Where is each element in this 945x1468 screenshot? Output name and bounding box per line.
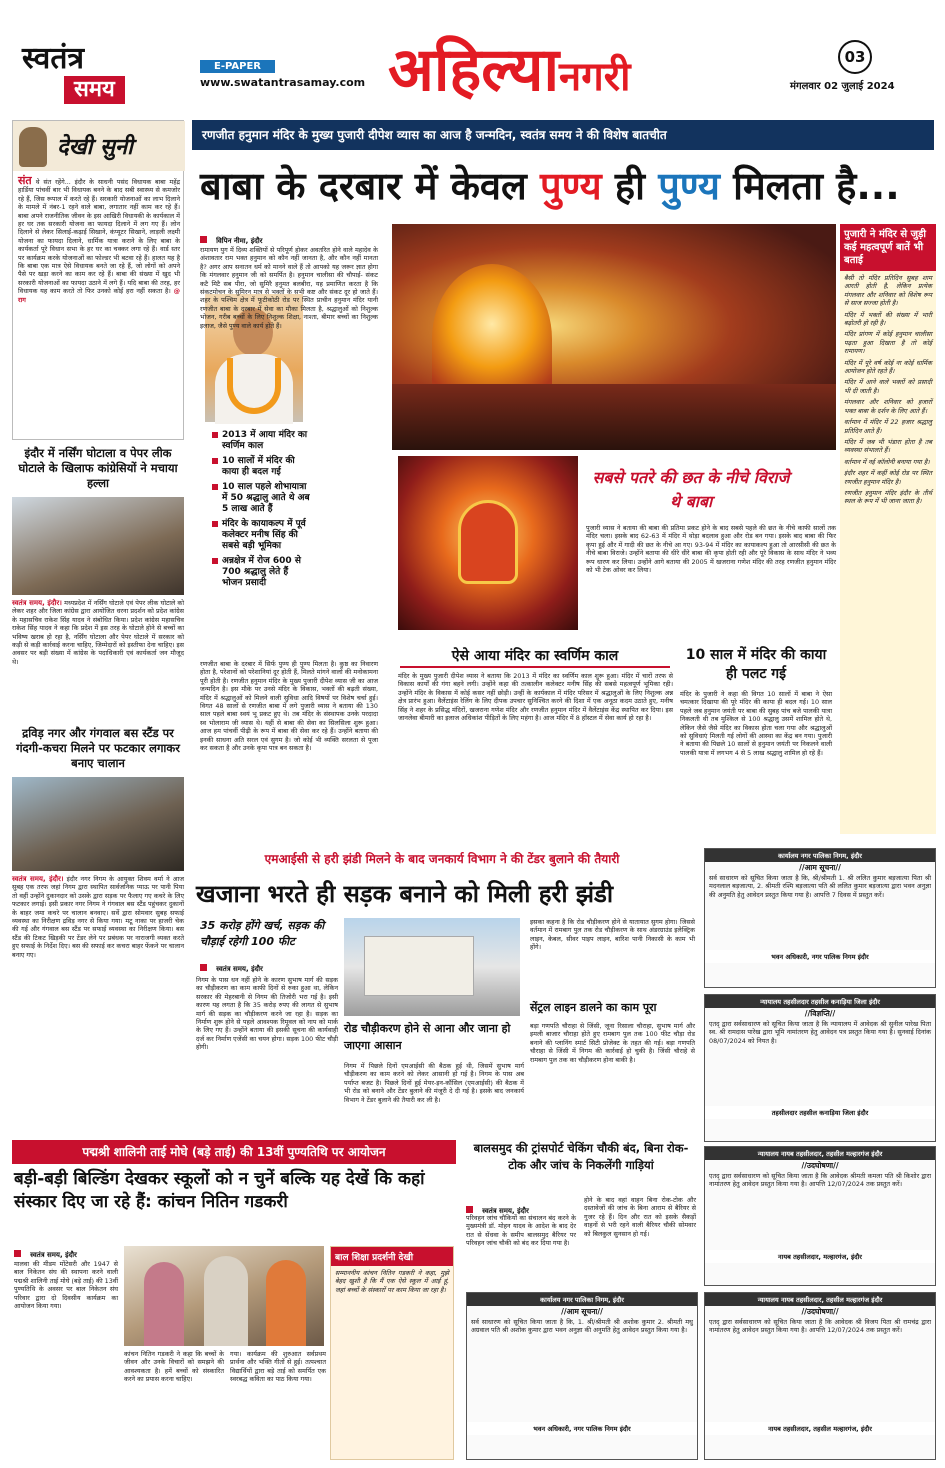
idol-caption: सबसे पतरे की छत के नीचे विराजे थे बाबा — [592, 468, 790, 511]
headline-part-b: पुण्य — [540, 164, 602, 208]
nursing-headline: इंदौर में नर्सिंग घोटाला व पेपर लीक घोटाले के खिलाफ कांग्रेसियों ने मचाया हल्ला — [18, 446, 178, 490]
bullet-item: 10 साल पहले शोभायात्रा में 50 श्रद्धालु आते थे अब 5 लाख आते हैं — [212, 482, 310, 515]
person-three — [266, 1260, 306, 1346]
nursing-text — [12, 599, 184, 711]
dravid-headline: द्रविड़ नगर और गंगवाल बस स्टैंड पर गंदगी-कचरा मिलने पर फटकार लगाकर बनाए चालान — [16, 726, 180, 770]
column-lead-word: संत — [18, 174, 32, 187]
central-line-body: बड़ा गणपति चौराहा से जिंसी, जूना रिसाला चौराहा, सुभाष मार्ग और इमली बाजार चौराहा होते हुए रामबाग पुल तक 100 फीट चौड़ा रोड बनाने की प्लानिंग स्मार्ट सिटी प्रोजेक्ट के तहत की गई। बड़ा गणपति चौराहा से जिंसी में निगम की कार्रवाई हो चुकी है। जिंसी चौराहे से रामबाग पुल तक का चौड़ीकरण होना बाकी है। — [530, 1022, 695, 1064]
ten-years-head: 10 साल में मंदिर की काया ही पलट गई — [685, 647, 827, 682]
school-byline-marker — [14, 1250, 21, 1257]
school-kicker: पद्मश्री शालिनी ताई मोघे (बड़े ताई) की 13वीं पुण्यतिथि पर आयोजन — [12, 1140, 456, 1164]
sidebar-item: मंदिर में भक्तों की संख्या में भारी बढ़ोतरी हो रही है। — [844, 310, 932, 328]
person-two — [204, 1256, 248, 1346]
transport-body-2: होने के बाद वहां वाहन बिना रोक-टोक और दस्तावेजों की जांच के बिना आराम से बैरियर से गुजर रहे हैं। दिन और रात को इसके सैकड़ों वाहनों से भरी रहने वाली बैरियर चौकी सोमवार को बिलकुल सुनसान हो गई। — [584, 1196, 696, 1238]
ad4-title: //आम सूचना// — [561, 1307, 603, 1316]
headline-part-d: पुण्य — [658, 164, 720, 208]
road-right-body: इसका कहना है कि रोड चौड़ीकरण होने से यातायात सुगम होगा। जिससे वर्तमान में रामबाग पुल तक रोड चौड़ीकरण के साथ अंडरग्राउंड इलेक्ट्रिक लाइन, केबल, सीवर पाइप लाइन, बारिश पानी निकासी के काम भी होंगे। — [530, 918, 695, 952]
school-byline: स्वतंत्र समय, इंदौर — [30, 1251, 77, 1259]
ad3-footer: नायब तहसीलदार, मल्हारगंज, इंदौर — [705, 1250, 935, 1263]
main-bullets — [212, 430, 310, 658]
road-byline-marker — [200, 964, 207, 971]
portrait-garland — [227, 358, 281, 414]
main-intro: रामायण युग में दिव्य शक्तियों से परिपूर्ण होकर अवतरित होने वाले महादेव के अंशावतार राम भक्त हनुमान को कौन नहीं जानता है, और कौन नहीं मानता है? अगर आप सनातन धर्म को मानने वाले हैं तो आपको यह जरूर ज्ञात होगा कि मंगलवार हनुमान जी को समर्पित है। हनुमान चालीसा की चौपाई- संकट कटै मिटै सब पीरा, जो सुमिरै हनुमत बलबीरा, यह प्रमाणित करता है कि संकटमोचन के सुमिरन मात्र से भक्तों के सभी कष्ट और संकट दूर हो जाते हैं। शहर के पश्चिम क्षेत्र में फूटीकोठी रोड पर स्थित प्राचीन हनुमान मंदिर यानी रणजीत बाबा के दरबार में सेवा का मौका मिलता है, श्रद्धालुओं को निशुल्क भोजन, गरीब बच्चों के लिए निशुल्क शिक्षा, नाश्ता, बीमार बच्चों का निशुल्क इलाज, जैसे पुण्य वाले कार्य होते हैं। — [200, 246, 378, 330]
sidebar-item: मंदिर प्रांगण में कोई हनुमान चालीसा पढ़ता हुआ दिखता है तो कोई रामायण। — [844, 330, 932, 356]
procession-photo — [392, 224, 836, 450]
notice-ad-5 — [704, 1292, 936, 1460]
notice-ad-2 — [704, 994, 936, 1142]
sidebar-item: बैसी तो मंदिर प्रतिदिन सुबह शाम आरती होती है, लेकिन प्रत्येक मंगलवार और शनिवार को विशेष रूप से साज सज्जा होती है। — [844, 274, 932, 308]
road-photo — [344, 918, 520, 1016]
column-signature: @ राग — [18, 287, 180, 304]
nursing-photo — [12, 497, 184, 595]
sidebar-item: वर्तमान में नई कॉलोनी बनाया गया है। — [844, 457, 930, 466]
headline-part-c: ही — [601, 164, 659, 208]
road-subhead: 35 करोड़ होंगे खर्च, सड़क की चौड़ाई रहेगी 100 फीट — [200, 919, 325, 948]
road-byline: स्वतंत्र समय, इंदौर — [216, 965, 263, 973]
road-body: निगम के पास धन नहीं होने के कारण सुभाष मार्ग की सड़क का चौड़ीकरण का काम काफी दिनों से रुका हुआ था, लेकिन सरकार की मेहरबानी से निगम की तिजोरी भरा गई है। इसी कारण यह लगता है कि 35 करोड़ रुपए की लागत से सुभाष मार्ग की सड़क का चौड़ीकरण करने जा रहा है। सड़क का निर्माण शुरू होने से पहले आवश्यक रिमूवल को नाप को मार्क के लिए गए हैं। उन्होंने बताया की इसकी सूचना की कार्यवाही दर्ज कर निर्माण एजेंसी का चयन होगा। सड़क 100 फीट चौड़ी होगी। — [196, 976, 338, 1052]
story-dravid — [12, 726, 184, 1126]
edition-title — [388, 34, 798, 106]
road-mid-body: निगम में पिछले दिनों एमआईसी की बैठक हुई थी, जिसमें सुभाष मार्ग चौड़ीकरण का काम करने को लेकर आसानी हो गई है। निगम के पास अब पर्याप्त बजट है। पिछले दिनों हुई मेयर-इन-कौंसिल (एमआईसी) की बैठक में भी रोड को बनाने और टेंडर बुलाने की मंजूरी दे दी गई है। इसके बाद जनकार्य विभाग ने टेंडर बुलाने की तैयारी कर ली है। — [344, 1062, 524, 1104]
transport-byline: स्वतंत्र समय, इंदौर — [482, 1207, 529, 1215]
bullet-item: 10 सालों में मंदिर की काया ही बदल गई — [212, 456, 310, 478]
brand-top: स्वतंत्र — [22, 41, 85, 76]
transport-byline-marker — [466, 1206, 473, 1213]
school-col2: कांचन नितिन गडकरी ने कहा कि बच्चों के जीवन और उनके विचारों को समझने की आवश्यकता है। हमें बच्चों को संस्कारित करने का प्रयास करना चाहिए। — [124, 1350, 224, 1384]
main-body: रणजीत बाबा के दरबार में सिर्फ पुण्य ही पुण्य मिलता है। कुष्ठ का निवारण होता है, परेशानों को परेशानियां दूर होती हैं, मिलते मांगने वालों की मनोकामना पूरी होती है। रणजीत हनुमान मंदिर के मुख्य पुजारी दीपेश व्यास जी का आज जन्मदिन है। इस मौके पर उनसे मंदिर के विकास, भक्तों की बढ़ती संख्या, मंदिर में श्रद्धालुओं को मिलने वाली सुविधा आदि विषयों पर विशेष चर्चा हुई। विगत 48 सालों से रणजीत बाबा में लगे पुजारी व्यास ने बताया की 130 साल पहले बाबा स्वयं भू प्रकट हुए थे। तब मंदिर के संस्थापक उनके परदादा स्व भोलाराम जी व्यास थे। यहीं से बाबा की सेवा का सिलसिला शुरू हुआ। आज हम पांचवीं पीढ़ी के रूप में बाबा की सेवा कर रहे हैं। उन्होंने बताया की इनकी साधना अति सरल एवं सुगम है। जो कोई भी व्यक्ति सरलता से पूजा कर सकता है और उनके कृपा पात्र बन सकता है। — [200, 660, 378, 753]
sidebar-item: वर्तमान में मंदिर में 22 हजार श्रद्धालु प्रतिदिन आते हैं। — [844, 418, 932, 435]
notice-ad-1 — [704, 848, 936, 988]
sidebar-item: मंदिर में जब भी भंडारा होता है तब व्यवस्था संभालते हैं। — [844, 437, 932, 455]
sidebar-item: मंगलवार और शनिवार को हजारों भक्त बाबा के दर्शन के लिए आते हैं। — [844, 398, 932, 415]
road-photo-caption: रोड चौड़ीकरण होने से आना और जाना हो जाएगा आसान — [344, 1022, 511, 1052]
ad2-body: एतद् द्वारा सर्वसाधारण को सूचित किया जाता है कि न्यायालय में आवेदक श्री सुनील पारेख पिता स्व. श्री रामदास पारेख द्वारा भूमि नामांतरण हेतु आवेदन पत्र प्रस्तुत किया गया है। सुनवाई दिनांक 08/07/2024 को नियत है। — [709, 1020, 931, 1045]
crowd-band — [392, 384, 836, 450]
page-number: 03 — [838, 40, 872, 74]
story-nursing — [12, 446, 184, 716]
byline-marker — [200, 236, 207, 243]
brand-logo — [22, 42, 162, 108]
column-header — [13, 121, 185, 171]
ad3-office: न्यायालय नायब तहसीलदार, तहसील मल्हारगंज इंदौर — [705, 1147, 935, 1160]
transport-headline: बालसमुद की ट्रांसपोर्ट चेकिंग चौकी बंद, बिना रोक-टोक और जांच के निकलेंगी गाड़ियां — [473, 1141, 689, 1172]
dravid-body: इंदौर नगर निगम के आयुक्त शिवम वर्मा ने आज सुबह एक तरफ जहां निगम द्वारा स्थापित सार्वजनिक प्याऊ पर पानी पिया तो वहीं उन्होंने दुकानदार को उसके द्वारा सड़क पर फैलाए गए कचरे के लिए फटकार लगाई। इसी प्रकार नगर निगम ने गंगवाल बस स्टैंड पहुंचकर दुकानों के बाहर जमा कचरे पर चालान बनवाए। सर्वे द्वारा सोमवार सुबह सफाई व्यवस्था का निरीक्षण द्रविड़ नगर से किया गया। मटू नाका पर हाजरी चेक की गई और गंगवाल बस स्टैंड पर सफाई व्यवस्था का निरीक्षण किया। बस स्टैंड की टिकट खिड़की पर टेंडर लेने पर प्रबंधक पर नाराजगी व्यक्त करते हुए सफाई के निर्देश दिए। बस की सफाई कर कचरा बाहर फेंकने पर चालान बनाए गए। — [12, 875, 184, 959]
column-body-wrap — [18, 174, 180, 435]
notice-ad-4 — [466, 1292, 698, 1460]
ad1-footer: भवन अधिकारी, नगर पालिक निगम इंदौर — [705, 950, 935, 963]
road-headline: खजाना भरते ही सड़क बनाने को मिली हरी झंडी — [196, 880, 614, 908]
golden-era-body: मंदिर के मुख्य पुजारी दीपेश व्यास ने बताया कि 2013 में मंदिर का स्वर्णिम काल शुरू हुआ। मंदिर में चारों तरफ से विकास कार्यों की गंगा बहने लगी। उन्होंने कहा की तत्कालीन कलेक्टर मनीष सिंह की सबसे महत्वपूर्ण भूमिका रही। उन्होंने मंदिर के विकास में कोई कसर नहीं छोड़ी। उन्हीं के कार्यकाल में मंदिर परिसर में श्रद्धालुओं के लिए निशुल्क अन्न क्षेत्र प्रारंभ हुआ। वैलेंटाइंस रेलिंग के लिए दीपक उपचार सुनिश्चित करने की दिशा में एक अनूठा कदम उठाते हुए, मनीष सिंह ने शहर के प्रसिद्ध मंदिरों, खजराना गणेश मंदिर और रणजीत हनुमान मंदिर में वैलेंटाइंस केंद्र स्थापित कर दिया। इस जानलेवा बीमारी का इलाज अधिकांश पीड़ितों के लिए महंगा है। आज मंदिर में 8 हॉस्टल में सेवा कार्य हो रहा है। — [398, 672, 673, 723]
brand-bottom: समय — [64, 76, 125, 104]
idol-caption-body: पुजारी व्यास ने बताया की बाबा की प्रतिमा प्रकट होने के बाद सबसे पहले की छत के नीचे काफी सालों तक मंदिर चला। इसके बाद 62-63 में मंदिर में थोड़ा बदलाव हुआ और रोड बन गया। इसके बाद बाबा की फिर कृपा हुई और में गादी की छत के नीचे आ गए। 93-94 में मंदिर का कायाकल्प हुआ तो आरसीसी की छत के नीचे बाबा विराजे। उन्होंने बताया की धीरे धीरे बाबा की कृपा होती रही और पूरे विकास के साथ मंदिर ने भव्य रूप धारण कर लिया। उन्होंने आगे बताया की 2005 में खजराना गणेश मंदिर की तरह रणजीत हनुमान मंदिर को भी टेक ओवर कर लिया। — [586, 524, 836, 575]
exhibition-box — [330, 1246, 454, 1460]
nursing-body: मध्यप्रदेश में नर्सिंग घोटाले एवं पेपर लीक घोटाले को लेकर शहर और जिला कांग्रेस द्वारा आयोजित धरना प्रदर्शन को प्रदेश कांग्रेस के महासचिव राकेश सिंह यादव ने संबोधित किया। प्रदेश कांग्रेस महासचिव राकेश सिंह यादव ने कहा कि प्रदेश में इस तरह के घोटाले होने से बच्चों का भविष्य खराब हो रहा है, नर्सिंग घोटाला और पेपर घोटाले में सरकार को कड़ी से कड़ी कार्रवाई करना चाहिए, जिम्मेदारों को इस्तीफा देना चाहिए। इस अवसर पर बड़ी संख्या में कांग्रेस के पदाधिकारी एवं कार्यकर्ता जन मौजूद थे। — [12, 599, 184, 666]
sidebar-head: पुजारी ने मंदिर से जुड़ी कई महत्वपूर्ण बातें भी बताई — [840, 224, 936, 271]
school-headline: बड़ी-बड़ी बिल्डिंग देखकर स्कूलों को न चुनें बल्कि यह देखें कि कहां संस्कार दिए जा रहे हैं: कांचन नितिन गडकरी — [14, 1169, 425, 1212]
main-kicker: रणजीत हनुमान मंदिर के मुख्य पुजारी दीपेश व्यास का आज है जन्मदिन, स्वतंत्र समय ने की विशेष बातचीत — [192, 120, 934, 150]
edition-part1: अहिल्या — [388, 35, 559, 105]
ad3-body: एतद् द्वारा सर्वसाधारण को सूचित किया जाता है कि आवेदक श्रीमती कमला पति श्री किशोर द्वारा नामांतरण हेतु आवेदन प्रस्तुत किया गया है। आपत्ति 12/07/2024 तक प्रस्तुत करें। — [709, 1172, 931, 1189]
road-building — [364, 936, 474, 996]
ad5-body: एतद् द्वारा सर्वसाधारण को सूचित किया जाता है कि आवेदक श्री विजय पिता श्री रामचंद्र द्वारा नामांतरण हेतु आवेदन प्रस्तुत किया गया है। आपत्ति 12/07/2024 तक प्रस्तुत करें। — [709, 1318, 931, 1335]
ad2-office: न्यायालय तहसीलदार तहसील कनाड़िया जिला इंदौर — [705, 995, 935, 1008]
ad5-office: न्यायालय नायब तहसीलदार, तहसील मल्हारगंज इंदौर — [705, 1293, 935, 1306]
school-byline-wrap — [14, 1242, 124, 1259]
dravid-text — [12, 875, 184, 1107]
transport-byline-wrap — [466, 1198, 586, 1215]
edition-part2: नगरी — [559, 54, 631, 100]
ad4-body: सर्व साधारण को सूचित किया जाता है कि, 1. श्री/श्रीमती श्री अशोक कुमार 2. श्रीमती मधु अग्रवाल पति श्री अशोक कुमार द्वारा भवन अनुज्ञा की अनुमति हेतु आवेदन प्रस्तुत किया गया है। — [471, 1318, 693, 1335]
ad4-office: कार्यालय नगर पालिका निगम, इंदौर — [467, 1293, 697, 1306]
dekhi-suni-column — [12, 120, 184, 440]
bullet-item: 2013 में आया मंदिर का स्वर्णिम काल — [212, 430, 310, 452]
sidebar-item: इंदौर शहर में कहीं कोई रोड पर स्थित रणजीत हनुमान मंदिर है। — [844, 469, 932, 486]
idol-figure — [458, 500, 518, 584]
epaper-badge: E-PAPER — [200, 60, 275, 73]
sidebar-item: रणजीत हनुमान मंदिर इंदौर के तीर्थ स्थल के रूप में भी जाना जाता है। — [844, 488, 932, 506]
exhibition-body: सम्माननीय कांचन नितिन गडकरी ने कहा, मुझे बेहद खुशी है कि मैं एक ऐसे स्कूल में आई हूं, जहां बच्चों के संस्कारों पर काम किया जा रहा है। — [335, 1269, 449, 1294]
ad3-title: //उदघोषणा// — [801, 1161, 839, 1170]
column-body: थे संत रहेंगे... इंदौर के साधनी पसंद विधायक बाबा महेंद्र हार्डिया पांचवीं बार भी विधायक बनने के बाद सबी स्वास्थ्य से कमजोर रहे हैं, जिस रूपाल में करते रहे हैं। सरकारी योजनाओं का लाभ दिलाने के मामले में नंबर-1 रहने वाले बाबा, लगातार नहीं काम कर रहे हैं। बाबा अपने राजनीतिक जीवन के इस आखिरी विधायकी के कार्यकाल में हर घर तक सरकारी योजना का फायदा दिलाने में लग गए हैं। लोन दिलाने से लेकर सिलाई-कढ़ाई सिखाने, कंप्यूटर सिखाने, लाड़ली लक्ष्मी योजना का फायदा दिलाने, धार्मिक यात्रा कराने के लिए बाबा के कार्यकर्ता पूरे विधान सभा के हर घर का चक्कर लगा रहे हैं। वार्ड स्तर पर कार्यक्रम करके योजनाओं का फोल्डर भी बटवा रहे हैं। हालत यह है कि बाबा एक मात्र ऐसे विधायक बनते जा रहे हैं, जो लोगों को अपने पैसे पर खड़ा करने का काम कर रहे हैं। बाबा की संख्या में खुद भी सरकारी योजनाओं का फायदा उठाने में लगे हैं। यदि बाबा की तरह, हर विधायक यह काम करते तो फिर उनको कोई हरा नहीं सकता है। — [18, 178, 180, 296]
ad2-footer: तहसीलदार तहसील कनाड़िया जिला इंदौर — [705, 1106, 935, 1119]
road-byline-wrap — [200, 956, 340, 973]
website-url[interactable]: www.swatantrasamay.com — [200, 76, 366, 89]
ad1-office: कार्यालय नगर पालिका निगम, इंदौर — [705, 849, 935, 862]
sidebar-item: मंदिर में आने वाले भक्तों को प्रसादी भी दी जाती है। — [844, 378, 932, 395]
idol-photo — [398, 456, 578, 630]
person-one — [144, 1262, 184, 1346]
ad5-footer: नायब तहसीलदार, तहसील मल्हारगंज, इंदौर — [705, 1422, 935, 1435]
dravid-dateline: स्वतंत्र समय, इंदौर। — [12, 875, 64, 883]
headline-part-a: बाबा के दरबार में केवल — [200, 164, 541, 208]
bullet-item: मंदिर के कायाकल्प में पूर्व कलेक्टर मनीष सिंह की सबसे बड़ी भूमिका — [212, 519, 310, 552]
sidebar-item: मंदिर में पूरे वर्ष कोई ना कोई धार्मिक आयोजन होते रहते हैं। — [844, 358, 932, 376]
transport-body: परिवहन जांच चौकियों का संचालन बंद करने के मुख्यमंत्री डॉ. मोहन यादव के आदेश के बाद देर रात से सेंधवा के समीप बालसमुद बैरियर पर परिवहन जांच चौकी को बंद कर दिया गया है। — [466, 1214, 576, 1248]
ad5-title: //उदघोषणा// — [801, 1307, 839, 1316]
central-line-head: सेंट्रल लाइन डालने का काम पूरा — [530, 1001, 657, 1014]
bullet-item: अन्नक्षेत्र में रोज 600 से 700 श्रद्धालु लेते हैं भोजन प्रसादी — [212, 556, 310, 589]
main-byline-wrap — [200, 228, 380, 245]
ad4-footer: भवन अधिकारी, नगर पालिक निगम इंदौर — [467, 1422, 697, 1435]
main-intro-cont — [313, 292, 378, 652]
nursing-dateline: स्वतंत्र समय, इंदौर। — [12, 599, 62, 607]
dravid-photo — [12, 777, 184, 871]
headline-part-e: मिलता है... — [719, 164, 900, 208]
sidebar-list — [840, 271, 936, 512]
cartoon-figure — [19, 127, 47, 167]
golden-era-head: ऐसे आया मंदिर का स्वर्णिम काल — [400, 646, 670, 668]
ad2-title: //विज्ञप्ति// — [804, 1009, 836, 1018]
priest-sidebar — [840, 224, 936, 834]
main-headline — [200, 156, 930, 218]
school-col3: गया। कार्यक्रम की शुरुआत सर्वप्रथम प्रार्थना और भक्ति गीतों से हुई। तत्पश्चात विद्यार्थियों द्वारा बड़े ताई को समर्पित एक स्वरबद्ध कविता का पाठ किया गया। — [230, 1350, 326, 1384]
column-title: देखी सुनी — [57, 135, 133, 160]
ad1-body: सर्व साधारण को सूचित किया जाता है कि, श्री/श्रीमती 1. श्री ललित कुमार बड़जात्या पिता श्री मदनलाल बड़जात्या, 2. श्रीमती रश्मि बड़जात्या पति श्री ललित कुमार बड़जात्या द्वारा भवन अनुज्ञा की अनुमति हेतु आवेदन प्रस्तुत किया गया है। आपत्ति 7 दिवस में प्रस्तुत करें। — [709, 874, 931, 899]
road-kicker: एमआईसी से हरी झंडी मिलने के बाद जनकार्य विभाग ने की टेंडर बुलाने की तैयारी — [264, 852, 620, 866]
ten-years-body: मंदिर के पुजारी ने कहा की विगत 10 सालों में बाबा ने ऐसा चमत्कार दिखाया की पूरे मंदिर की काया ही बदल गई। 10 साल पहले जब हनुमान जयंती पर बाबा की सुबह पांच बजे पालकी यात्रा निकलती थी तब मुश्किल से 100 श्रद्धालु उसमें शामिल होते थे, लेकिन जैसे जैसे मंदिर का विकास होता चला गया और श्रद्धालुओं को सुविधाएं मिलती गई लोगों की आस्था का केंद्र बन गया। पुजारी ने बताया की पिछले 10 सालों से हनुमान जयंती पर निकलने वाली पालकी यात्रा में लगभग 4 से 5 लाख श्रद्धालु शामिल हो रहे हैं। — [680, 690, 832, 757]
ad1-title: //आम सूचना// — [799, 863, 841, 872]
school-photo — [124, 1246, 324, 1346]
issue-date: मंगलवार 02 जुलाई 2024 — [790, 81, 895, 92]
main-byline: विपिन नीमा, इंदौर — [216, 237, 263, 245]
school-body: मालवा की मीडम मोंटेसरी और 1947 से बाल निकेतन संघ की स्थापना करने वाली पद्मश्री शालिनी ताई मोघे (बड़े ताई) की 13वीं पुण्यतिथि के अवसर पर बाल निकेतन संघ परिवार द्वारा दो दिवसीय कार्यक्रम का आयोजन किया गया। — [14, 1260, 118, 1311]
exhibition-head: बाल शिक्षा प्रदर्शनी देखी — [331, 1247, 453, 1266]
notice-ad-3 — [704, 1146, 936, 1286]
masthead — [0, 0, 945, 112]
